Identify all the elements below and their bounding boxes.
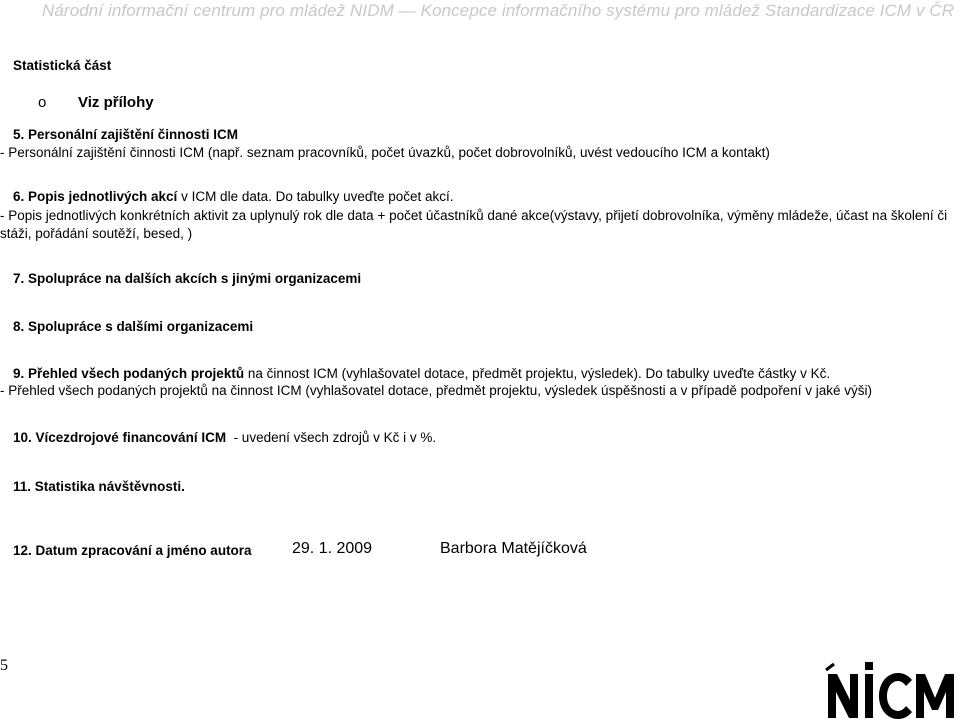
section-9-heading-bold: 9. Přehled všech podaných projektů	[13, 366, 245, 381]
nicm-logo	[824, 660, 958, 722]
section-10-heading-rest: - uvedení všech zdrojů v Kč i v %.	[226, 430, 437, 445]
section-10-heading-bold: 10. Vícezdrojové financování ICM	[13, 430, 227, 445]
nicm-logo-icon	[824, 660, 958, 722]
section-5-description: - Personální zajištění činnosti ICM (např. seznam pracovníků, počet úvazků, počet dobrovolníků, uvést vedoucího ICM a kontakt)	[0, 145, 770, 160]
section-6-heading-bold: 6. Popis jednotlivých akcí	[13, 189, 178, 204]
bullet-marker: o	[38, 94, 47, 111]
statistics-section-title: Statistická část	[13, 58, 112, 73]
section-9-description: - Přehled všech podaných projektů na činnost ICM (vyhlašovatel dotace, předmět projektu, výsledek úspěšnosti a v případě podpoření v jaké výši)	[0, 383, 872, 398]
section-9-heading	[13, 366, 830, 381]
section-9-heading-rest: na činnost ICM (vyhlašovatel dotace, předmět projektu, výsledek). Do tabulky uveďte částky v Kč.	[244, 366, 831, 381]
author-name: Barbora Matějíčková	[440, 540, 587, 557]
section-7-heading: 7. Spolupráce na dalších akcích s jinými organizacemi	[13, 271, 362, 286]
section-6-heading	[13, 189, 454, 204]
page-header: Národní informační centrum pro mládež NIDM — Koncepce informačního systému pro mládež Standardizace ICM v ČR	[42, 1, 955, 20]
section-6-description: - Popis jednotlivých konkrétních aktivit za uplynulý rok dle data + počet účastníků dané akce(výstavy, přijetí dobrovolníka, výměny mládeže, účast na školení či stáži, pořádání soutěží, besed, )	[0, 208, 948, 241]
section-8-heading: 8. Spolupráce s dalšími organizacemi	[13, 319, 254, 334]
section-6-heading-rest: v ICM dle data. Do tabulky uveďte počet akcí.	[177, 189, 454, 204]
processing-date: 29. 1. 2009	[292, 540, 373, 557]
section-10-heading	[13, 430, 436, 445]
attachments-bullet-text: Viz přílohy	[78, 94, 154, 111]
section-5-heading: 5. Personální zajištění činnosti ICM	[13, 127, 239, 142]
section-12-heading: 12. Datum zpracování a jméno autora	[13, 543, 252, 558]
section-11-heading: 11. Statistika návštěvnosti.	[13, 479, 185, 494]
page-number: 5	[0, 657, 8, 674]
